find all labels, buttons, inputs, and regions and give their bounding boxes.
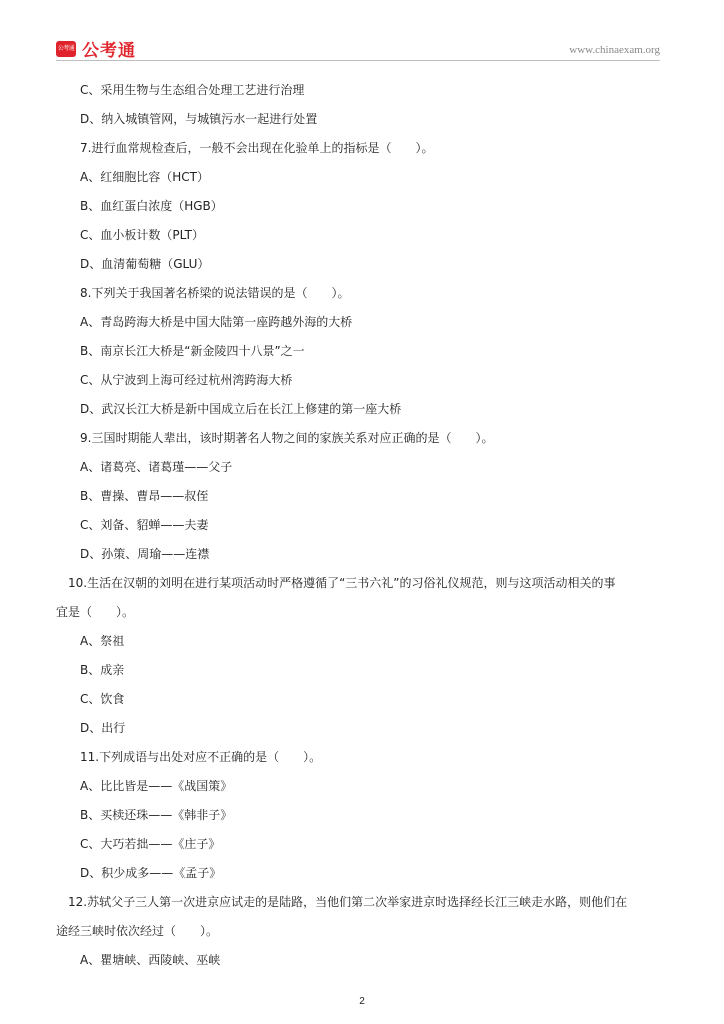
option-line: D、纳入城镇管网，与城镇污水一起进行处置 <box>80 112 318 126</box>
header-divider <box>56 60 660 61</box>
option-line: A、比比皆是——《战国策》 <box>80 779 233 793</box>
site-url[interactable]: www.chinaexam.org <box>569 44 660 56</box>
document-body <box>56 76 668 975</box>
page-header <box>0 0 724 62</box>
option-line: D、出行 <box>80 721 126 735</box>
option-line: C、血小板计数（PLT） <box>80 228 204 242</box>
option-line: A、青岛跨海大桥是中国大陆第一座跨越外海的大桥 <box>80 315 353 329</box>
option-line: B、买椟还珠——《韩非子》 <box>80 808 233 822</box>
option-line: C、大巧若拙——《庄子》 <box>80 837 221 851</box>
page-number: 2 <box>359 996 365 1007</box>
logo-badge-icon: 公考通 <box>56 41 76 57</box>
brand-logo[interactable] <box>56 36 136 61</box>
question-line-continued: 途经三峡时依次经过（ ）。 <box>56 924 219 938</box>
option-line: A、瞿塘峡、西陵峡、巫峡 <box>80 953 221 967</box>
option-line: C、从宁波到上海可经过杭州湾跨海大桥 <box>80 373 293 387</box>
question-line: 8.下列关于我国著名桥梁的说法错误的是（ ）。 <box>80 286 350 300</box>
question-line: 7.进行血常规检查后，一般不会出现在化验单上的指标是（ ）。 <box>80 141 434 155</box>
option-line: B、南京长江大桥是“新金陵四十八景”之一 <box>80 344 305 358</box>
question-line: 11.下列成语与出处对应不正确的是（ ）。 <box>80 750 322 764</box>
option-line: A、诸葛亮、诸葛瑾——父子 <box>80 460 233 474</box>
option-line: A、红细胞比容（HCT） <box>80 170 209 184</box>
option-line: B、曹操、曹昂——叔侄 <box>80 489 209 503</box>
question-line: 9.三国时期能人辈出，该时期著名人物之间的家族关系对应正确的是（ ）。 <box>80 431 494 445</box>
option-line: D、孙策、周瑜——连襟 <box>80 547 210 561</box>
option-line: C、采用生物与生态组合处理工艺进行治理 <box>80 83 305 97</box>
option-line: C、刘备、貂蝉——夫妻 <box>80 518 209 532</box>
option-line: A、祭祖 <box>80 634 125 648</box>
option-line: D、积少成多——《孟子》 <box>80 866 222 880</box>
option-line: C、饮食 <box>80 692 125 706</box>
option-line: D、血清葡萄糖（GLU） <box>80 257 210 271</box>
logo-text: 公考通 <box>82 41 136 61</box>
option-line: B、成亲 <box>80 663 125 677</box>
option-line: D、武汉长江大桥是新中国成立后在长江上修建的第一座大桥 <box>80 402 402 416</box>
question-line: 10.生活在汉朝的刘明在进行某项活动时严格遵循了“三书六礼”的习俗礼仪规范，则与这项活动相关的事 <box>68 576 616 590</box>
question-line: 12.苏轼父子三人第一次进京应试走的是陆路，当他们第二次举家进京时选择经长江三峡走水路，则他们在 <box>68 895 628 909</box>
option-line: B、血红蛋白浓度（HGB） <box>80 199 223 213</box>
question-line-continued: 宜是（ ）。 <box>56 605 135 619</box>
